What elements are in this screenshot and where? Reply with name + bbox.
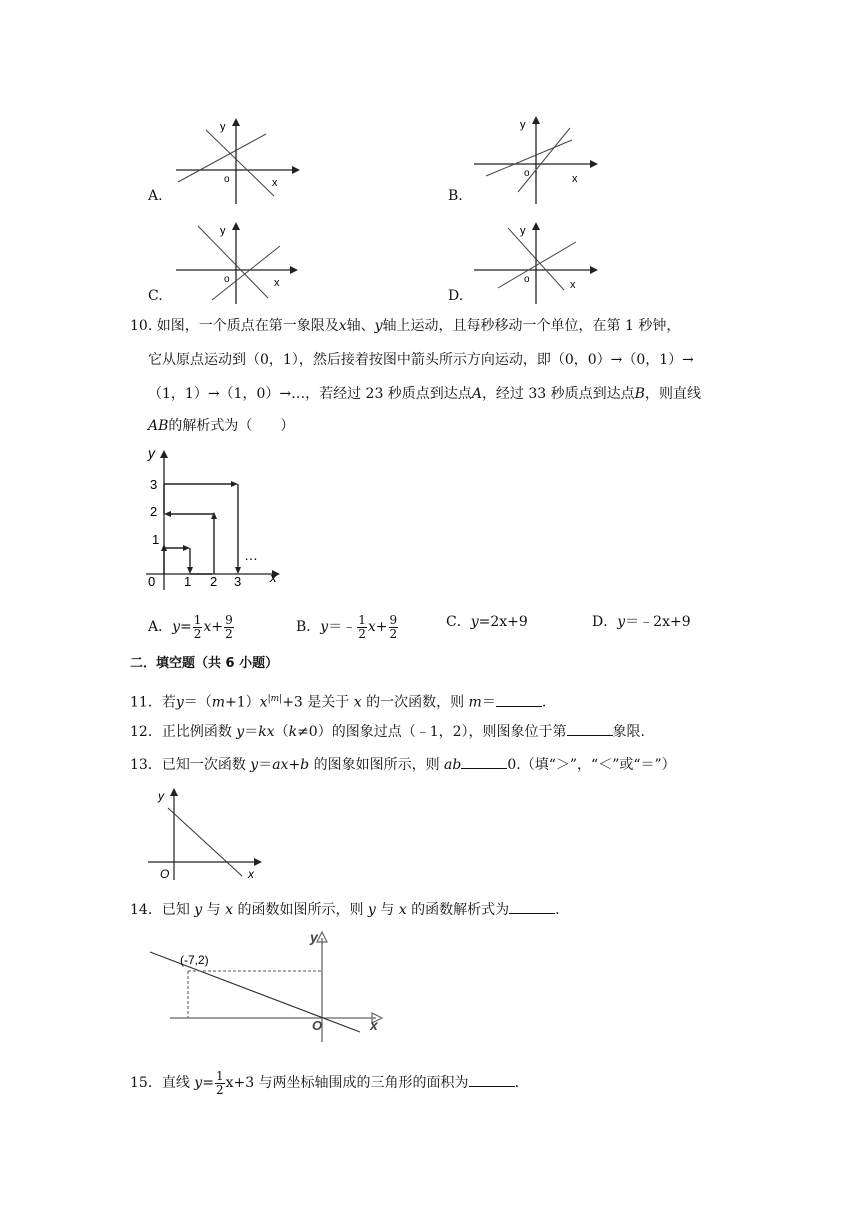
q12: 12．正比例函数 y＝kx（k≠0）的图象过点（﹣1，2），则图象位于第 象限. [130,721,645,742]
q10-option-b: B．y＝﹣ $\frac{1}{2}$ x+ $\frac{9}{2}$ [296,612,398,641]
origin-label: O [160,867,170,881]
origin-label: O [312,1018,323,1033]
q10-path-figure [140,444,290,594]
origin-label: o [524,274,530,285]
q9-option-b [448,112,608,212]
axis-x-label: x [572,173,578,185]
answer-blank[interactable] [469,1072,515,1087]
x-tick-2: 2 [210,574,218,589]
q10-line-4: AB的解析式为（ ） [148,418,295,434]
q9-option-d [448,216,608,306]
option-c-graph [176,218,306,306]
x-tick-1: 1 [184,574,192,589]
y-axis-label: y [148,445,155,461]
q13: 13．已知一次函数 y＝ax+b 的图象如图所示，则 ab 0.（填“＞”，“＜”或“＝”） [130,754,676,775]
x-tick-0: 0 [148,574,156,589]
option-c-label: C. [148,288,163,304]
q9-option-c [148,216,308,306]
q15: 15．直线 y= $\frac{1}{2}$ x+3 与两坐标轴围成的三角形的面积为 . [130,1068,520,1097]
y-tick-3: 3 [150,477,158,492]
axis-y-label: y [220,121,226,133]
option-d-label: D. [448,288,464,304]
axis-x-label: x [370,1017,378,1033]
section-title: 二．填空题（共 6 小题） [130,656,279,671]
y-tick-2: 2 [150,504,158,519]
q10-option-c: C．y=2x+9 [446,614,528,630]
answer-blank[interactable] [567,721,613,736]
axis-x-label: x [570,279,576,291]
q10-line-2: 它从原点运动到（0，1），然后接着按图中箭头所示方向运动，即（0，0）→（0，1）→ [148,352,694,368]
axis-y-label: y [220,225,226,237]
ellipsis: … [244,547,258,563]
q10-line-3: （1，1）→（1，0）→…，若经过 23 秒质点到达点A，经过 33 秒质点到达点B，则直线 [148,386,701,402]
axis-y-label: y [520,225,526,237]
axis-y-label: y [310,929,318,945]
q10-option-d: D．y＝﹣2x+9 [592,614,691,630]
axis-x-label: x [272,177,278,189]
y-tick-1: 1 [152,532,160,547]
option-a-graph [176,114,306,206]
answer-blank[interactable] [509,899,555,914]
option-d-graph [472,218,602,306]
answer-blank[interactable] [496,692,542,707]
q13-graph [146,782,266,882]
q14-graph [146,926,396,1046]
point-label: (-7,2) [180,953,209,967]
option-a-label: A. [148,188,163,204]
axis-x-label: x [274,277,280,289]
answer-blank[interactable] [461,754,507,769]
q9-option-a [148,112,308,212]
axis-y-label: y [520,119,526,131]
q11: 11．若$y=(m+1)x^{|m|}+3$ 是关于 x 的一次函数，则 m＝ . [130,689,546,713]
q10-option-a: A．y= $\frac{1}{2}$ x+ $\frac{9}{2}$ [148,612,233,641]
option-b-label: B. [448,188,463,204]
x-axis-label: x [270,570,277,585]
origin-label: o [524,168,530,179]
q10-line-1: 10. 如图，一个质点在第一象限及x轴、y轴上运动，且每秒移动一个单位，在第 1 秒钟， [130,318,681,334]
origin-label: o [224,274,230,285]
option-b-graph [472,112,602,208]
q14: 14．已知 y 与 x 的函数如图所示，则 y 与 x 的函数解析式为 . [130,899,560,920]
origin-label: o [224,174,230,185]
x-tick-3: 3 [234,574,242,589]
axis-y-label: y [158,789,164,803]
axis-x-label: x [248,867,254,881]
